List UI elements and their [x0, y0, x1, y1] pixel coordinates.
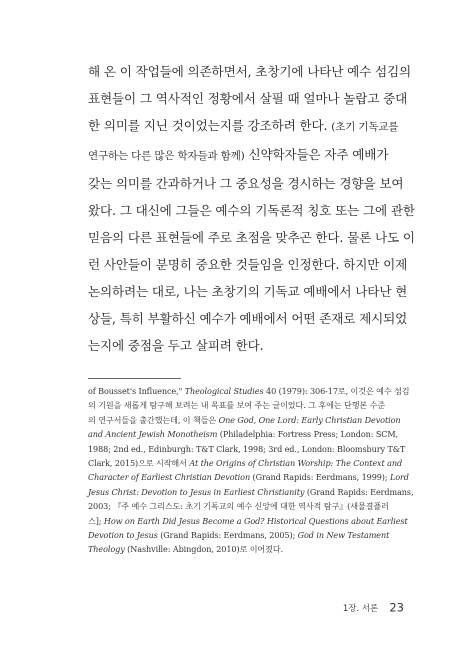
footnote-line [88, 427, 399, 441]
footnote-line: 2003; 『주 예수 그리스도: 초기 기독교의 예수 신앙에 대한 역사적 탐구』(새물결플러 [88, 501, 389, 512]
body-segment: 한 의미를 지닌 것이었는지를 강조하려 한다. [88, 118, 332, 133]
footnote-title: Lord [389, 472, 409, 483]
footnote-segment: 의 연구서들을 출간했는데, 이 책들은 [88, 414, 219, 425]
body-line: 상들, 특히 부활하신 예수가 예배에서 어떤 존재로 제시되었 [88, 311, 408, 326]
footnote [88, 384, 414, 557]
footnote-line [88, 470, 409, 484]
footnote-segment: Clark, 2015)으로 시작해서 [88, 458, 190, 469]
body-line: 왔다. 그 대신에 그들은 예수의 기독론적 칭호 또는 그에 관한 [88, 203, 415, 218]
page-number: 23 [389, 600, 404, 615]
footnote-segment: 스]; [88, 515, 104, 526]
footnote-title: Theological Studies [184, 386, 264, 396]
body-line: 논의하려는 대로, 나는 초창기의 기독교 예배에서 나타난 현 [88, 284, 408, 299]
body-text [88, 58, 415, 359]
footnote-segment: (Nashville: Abingdon, 2010)로 이어졌다. [124, 544, 284, 555]
footnote-line [88, 542, 388, 556]
footnote-segment: (Grand Rapids: Eerdmans, 1999); [250, 472, 390, 483]
parenthetical-text: (초기 기독교를 [331, 121, 399, 133]
footnote-segment: 40 (1979): 306-17로, 이것은 예수 섬김 [263, 386, 410, 396]
footnote-line [88, 514, 408, 528]
parenthetical-text: 연구하는 다른 많은 학자들과 함께) [88, 150, 245, 162]
footnote-line: 의 기원을 새롭게 탐구해 보려는 내 목표를 보여 주는 글이었다. 그 후에는 단행본 수준 [88, 400, 386, 411]
body-line: 는지에 중점을 두고 살피려 한다. [88, 338, 264, 353]
body-line: 표현들이 그 역사적인 정황에서 살필 때 얼마나 놀랍고 중대 [88, 91, 408, 106]
footnote-line [88, 485, 414, 499]
chapter-label: 1장. 서론 [342, 603, 379, 614]
body-line: 갖는 의미를 간과하거나 그 중요성을 경시하는 경향을 보여 [88, 176, 404, 191]
body-line: 믿음의 다른 표현들에 주로 초점을 맞추곤 한다. 물론 나도 이 [88, 230, 415, 245]
footnote-title: One God, One Lord: Early Christian Devotion [218, 414, 401, 425]
footnote-title: How on Earth Did Jesus Become a God? Historical Questions about Earliest [103, 515, 408, 526]
footnote-title: Jesus Christ: Devotion to Jesus in Earliest Christianity [88, 486, 305, 497]
footnote-line: 1988; 2nd ed., Edinburgh: T&T Clark, 1998; 3rd ed., London: Bloomsbury T&T [88, 443, 406, 454]
footnote-title: At the Origins of Christian Worship: The Context and [189, 458, 403, 469]
footnote-title: Character of Earliest Christian Devotion [88, 472, 251, 483]
footnote-title: Theology [88, 544, 125, 555]
body-line: 런 사안들이 분명히 중요한 것들임을 인정한다. 하지만 이제 [88, 257, 408, 272]
footnote-line [88, 413, 401, 427]
footnote-line [88, 384, 410, 398]
footnote-segment: (Grand Rapids: Eerdmans, 2005); [157, 530, 298, 541]
footnote-segment: (Philadelphia: Fortress Press; London: SCM, [217, 429, 399, 440]
footnote-divider [88, 378, 181, 379]
footnote-title: God in New Testament [297, 530, 390, 541]
footnote-segment: (Grand Rapids: Eerdmans, [304, 486, 414, 497]
body-line [88, 112, 399, 141]
footnote-segment: of Bousset's Influence," [88, 386, 185, 396]
footnote-title: Devotion to Jesus [88, 530, 158, 541]
body-line: 해 온 이 작업들에 의존하면서, 초창기에 나타난 예수 섬김의 [88, 64, 412, 79]
footnote-line [88, 528, 388, 542]
body-segment: 신약학자들은 자주 예배가 [244, 147, 389, 162]
body-line [88, 141, 388, 170]
footnote-title: and Ancient Jewish Monotheism [88, 429, 218, 440]
footnote-line [88, 456, 403, 470]
page-footer [343, 597, 404, 616]
